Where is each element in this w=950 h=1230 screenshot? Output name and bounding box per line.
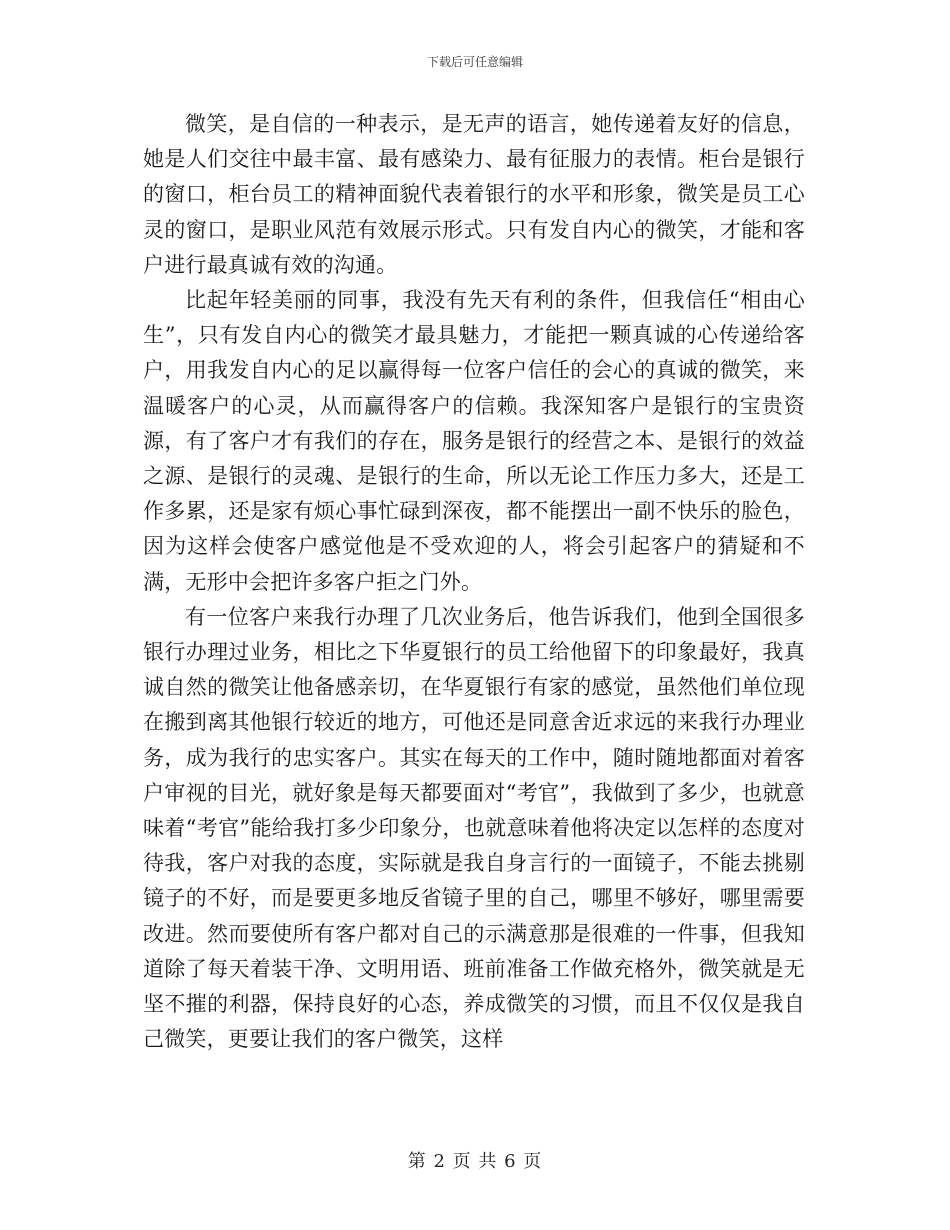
page-number-footer: 第 2 页 共 6 页: [407, 1151, 543, 1172]
document-body: [143, 107, 805, 1057]
paragraph-1: 微笑，是自信的一种表示，是无声的语言，她传递着友好的信息，她是人们交往中最丰富、最有感染力、最有征服力的表情。柜台是银行的窗口，柜台员工的精神面貌代表着银行的水平和形象，微笑是员工心灵的窗口，是职业风范有效展示形式。只有发自内心的微笑，才能和客户进行最真诚有效的沟通。: [143, 112, 805, 277]
page-header-note: 下载后可任意编辑: [426, 55, 523, 69]
paragraph-3: 有一位客户来我行办理了几次业务后，他告诉我们，他到全国很多银行办理过业务，相比之下华夏银行的员工给他留下的印象最好，我真诚自然的微笑让他备感亲切，在华夏银行有家的感觉，虽然他们单位现在搬到离其他银行较近的地方，可他还是同意舍近求远的来我行办理业务，成为我行的忠实客户。其实在每天的工作中，随时随地都面对着客户审视的目光，就好象是每天都要面对“考官”，我做到了多少，也就意味着“考官”能给我打多少印象分，也就意味着他将决定以怎样的态度对待我，客户对我的态度，实际就是我自身言行的一面镜子，不能去挑剔镜子的不好，而是要更多地反省镜子里的自己，哪里不够好，哪里需要改进。然而要使所有客户都对自己的示满意那是很难的一件事，但我知道除了每天着装干净、文明用语、班前准备工作做充格外，微笑就是无坚不摧的利器，保持良好的心态，养成微笑的习惯，而且不仅仅是我自己微笑，更要让我们的客户微笑，这样: [143, 604, 805, 1052]
paragraph-2: 比起年轻美丽的同事，我没有先天有利的条件，但我信任“相由心生”，只有发自内心的微笑才最具魅力，才能把一颗真诚的心传递给客户，用我发自内心的足以赢得每一位客户信任的会心的真诚的微笑，来温暖客户的心灵，从而赢得客户的信赖。我深知客户是银行的宝贵资源，有了客户才有我们的存在，服务是银行的经营之本、是银行的效益之源、是银行的灵魂、是银行的生命，所以无论工作压力多大，还是工作多累，还是家有烦心事忙碌到深夜，都不能摆出一副不快乐的脸色，因为这样会使客户感觉他是不受欢迎的人，将会引起客户的猜疑和不满，无形中会把许多客户拒之门外。: [143, 288, 805, 594]
